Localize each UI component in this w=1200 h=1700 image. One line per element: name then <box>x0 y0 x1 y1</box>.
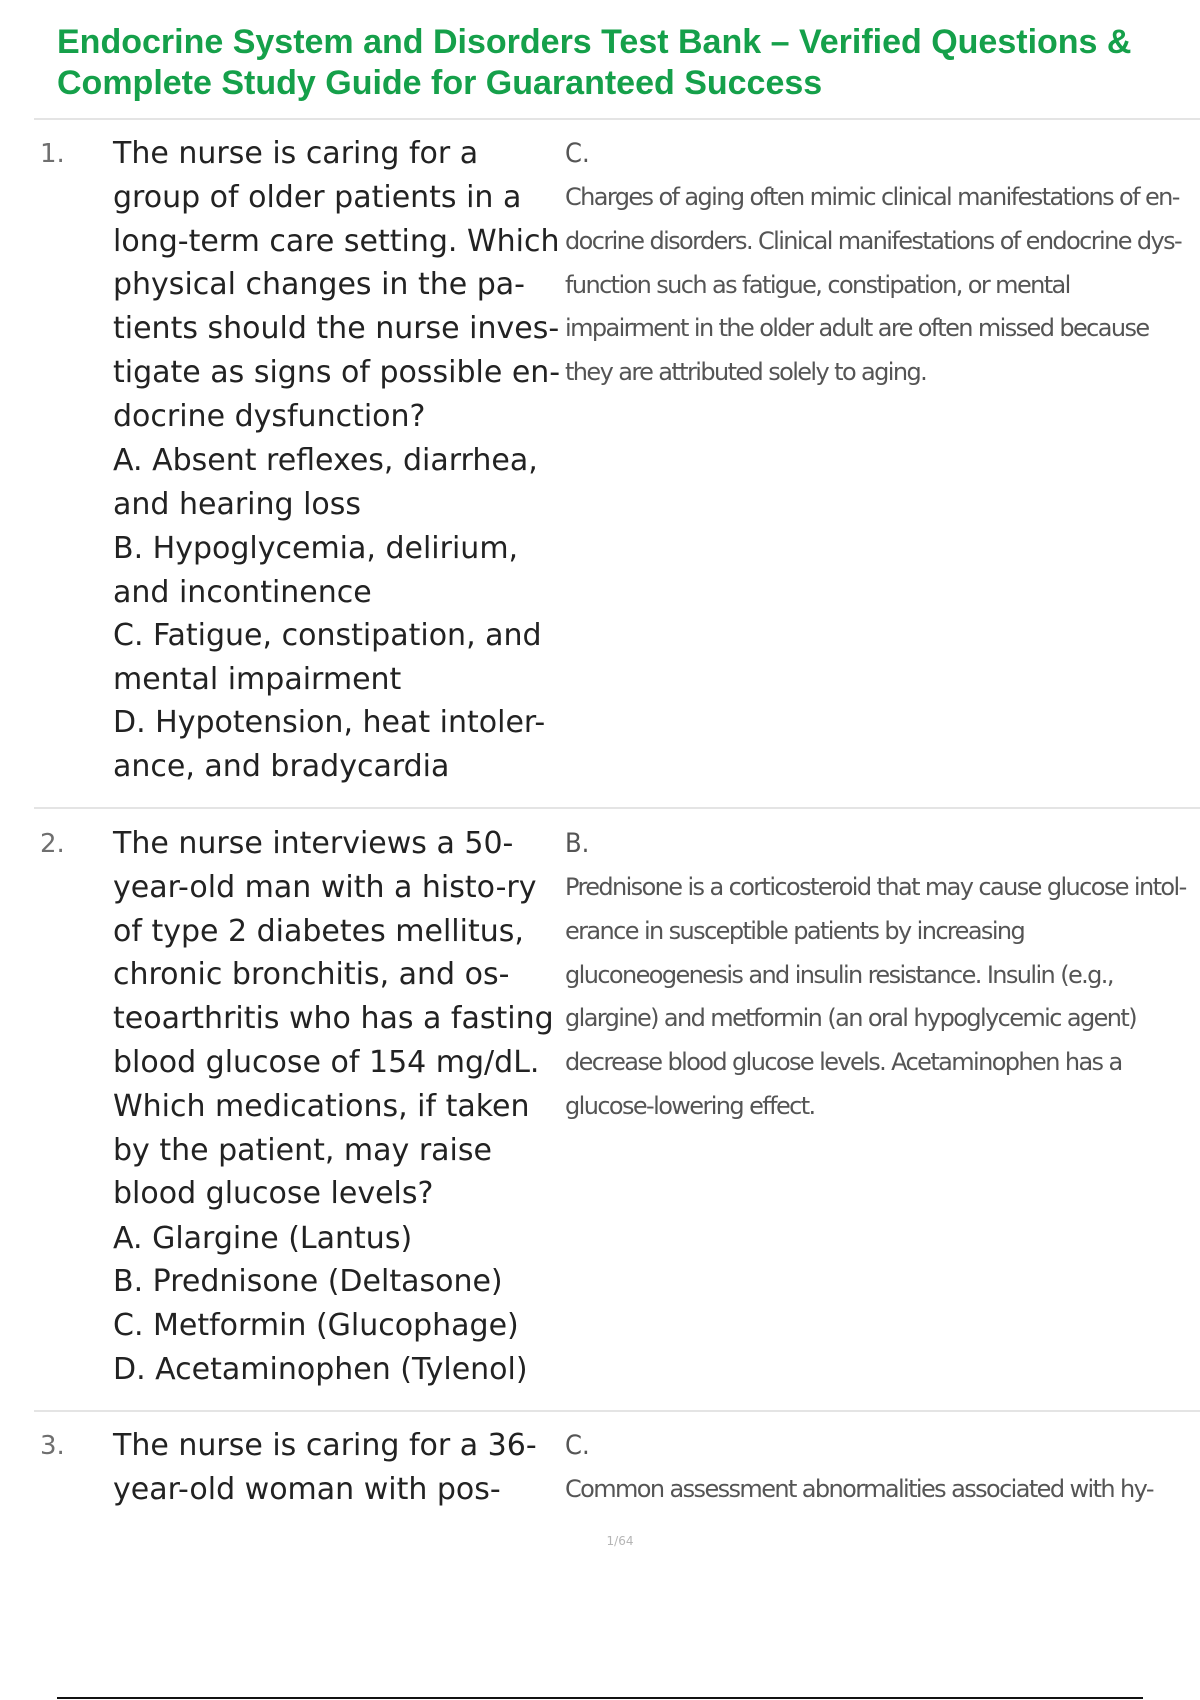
document-title <box>57 22 1200 104</box>
question-text: The nurse is caring for a 36-year-old woman with pos- <box>113 1428 537 1507</box>
answer-option-d: D. Acetaminophen (Tylenol) <box>113 1352 528 1387</box>
question-divider <box>34 1410 1200 1412</box>
answer-option-b: B. Hypoglycemia, delirium, and incontinence <box>113 531 519 610</box>
title-line-2: Complete Study Guide for Guaranteed Success <box>57 64 823 102</box>
answer-option-c: C. Fatigue, constipation, and mental impairment <box>113 618 542 697</box>
answer-option-c: C. Metformin (Glucophage) <box>113 1308 519 1343</box>
page-number: 1/64 <box>606 1534 634 1548</box>
answer-rationale: Charges of aging often mimic clinical manifestations of en-docrine disorders. Clinical manifestations of endocrine dys-function such as fatigue, constipation, or mental impairment in the older adult are often missed because they are attributed solely to aging. <box>565 183 1182 387</box>
answer-rationale: Common assessment abnormalities associated with hy- <box>565 1475 1153 1503</box>
question-number: 2. <box>40 829 65 859</box>
answer-option-d: D. Hypotension, heat intoler-ance, and bradycardia <box>113 705 546 784</box>
answer-rationale: Prednisone is a corticosteroid that may cause glucose intol-erance in susceptible patients by increasing gluconeogenesis and insulin resistance. Insulin (e.g., glargine) and metformin (an oral hypoglycemic agent) decrease blood glucose levels. Acetaminophen has a glucose-lowering effect. <box>565 873 1186 1120</box>
title-divider <box>34 118 1200 120</box>
answer-option-a: A. Glargine (Lantus) <box>113 1221 413 1256</box>
question-text: The nurse interviews a 50-year-old man with a histo-ry of type 2 diabetes mellitus, chronic bronchitis, and os-teoarthritis who has a fasting blood glucose of 154 mg/dL. Which medications, if taken by the patient, may raise blood glucose levels? <box>113 826 554 1212</box>
answer-letter: C. <box>565 138 590 169</box>
answer-letter: C. <box>565 1430 590 1461</box>
question-number: 1. <box>40 139 65 169</box>
title-line-1: Endocrine System and Disorders Test Bank – Verified Questions & <box>57 23 1132 61</box>
question-text: The nurse is caring for a group of older patients in a long-term care setting. Which physical changes in the pa-tients should the nurse inves-tigate as signs of possible en-docrine dysfunction? <box>113 136 561 434</box>
answer-option-b: B. Prednisone (Deltasone) <box>113 1264 503 1299</box>
answer-option-a: A. Absent reflexes, diarrhea, and hearing loss <box>113 443 538 522</box>
question-number: 3. <box>40 1431 65 1461</box>
answer-letter: B. <box>565 828 590 859</box>
page-bottom-rule <box>57 1697 1143 1699</box>
question-divider <box>34 807 1200 809</box>
